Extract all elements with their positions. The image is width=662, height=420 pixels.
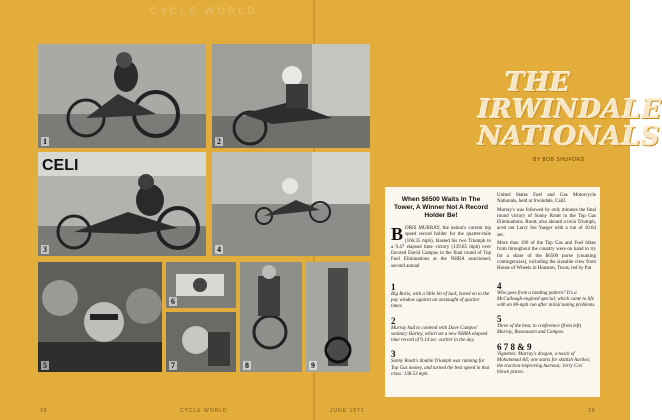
text-column-left bbox=[391, 196, 491, 383]
photo-number: 2 bbox=[217, 137, 221, 146]
photo-number: 7 bbox=[171, 361, 175, 370]
photo-6-engine-detail bbox=[166, 262, 236, 308]
text-column-right bbox=[497, 193, 596, 381]
photo-8-pit-crew bbox=[240, 262, 302, 372]
footer-magazine-name: CYCLE WORLD bbox=[180, 408, 228, 414]
caption-3: 3 Sonny Routt's double Triumph was running for Top Gas money, and turned the best speed in that class: 138.53 mph. bbox=[391, 349, 490, 377]
drop-cap: B bbox=[391, 224, 404, 244]
ghost-header: CYCLE WORLD bbox=[150, 6, 258, 17]
caption-5: 5 Three of the best, in conference (from left) Murray, Rasmussen and Campos. bbox=[497, 314, 582, 336]
photo-4-dragster-low bbox=[212, 152, 370, 256]
photo-number: 5 bbox=[43, 361, 47, 370]
photo-number: 4 bbox=[217, 245, 221, 254]
body-paragraph: United States Fuel and Gas Motorcycle Nationals, held at Irwindale, Calif. bbox=[497, 193, 596, 205]
photo-9-burnout bbox=[306, 262, 370, 372]
article-headline: When $6500 Waits In The Tower, A Winner Not A Record Holder Be! bbox=[393, 196, 489, 219]
page-number-left: 38 bbox=[40, 408, 48, 414]
caption-4: 4 Who goes from a landing pattern? It's a McCullough-engined special, which came to life with an 80-mph run after initial tuning problems. bbox=[497, 280, 596, 308]
photo-number: 9 bbox=[311, 361, 315, 370]
article-text-box bbox=[385, 187, 600, 397]
body-paragraph: Murray's was followed by only minutes the final round victory of Sonny Routt in the Top Gas Eliminations. Routt, also aboard a twin Triumph, aced out Larry Joe Yaeger with a run of 10.64 sec. bbox=[497, 207, 596, 238]
article-title: THE IRWINDALE NATIONALS bbox=[478, 68, 662, 152]
photo-3-bike-launch bbox=[38, 152, 206, 256]
body-paragraph: More than 100 of the Top Gas and Fuel bikes from throughout the country were on hand to try for a share of the $6500 purse (counting contingencies), including the sizeable crew from House of Wheels in Houston, Texas, led by Pat bbox=[497, 241, 596, 272]
caption-1: 1 Big Boris, with a little bit of luck, bored on to the pay window against an onslaught of quicker times. bbox=[391, 282, 490, 310]
photo-5-three-men bbox=[38, 262, 162, 372]
lead-paragraph: BORIS MURRAY, the nation's current top speed record holder for the quarter-mile (166.35 mph), blasted his two Triumph to a 9.47 elapsed time victory (139.85 mph) over favored David Campos in the final round of Top Fuel Eliminations at the NHRA sanctioned, second annual bbox=[391, 224, 491, 269]
photo-1-rider-wheelie bbox=[38, 44, 206, 148]
footer-date: JUNE 1971 bbox=[330, 408, 365, 414]
caption-2: 2 Murray had to contend with Dave Campos' sanitary Harley, which set a new NHRA elapsed time record of 9.14 sec. earlier in the day. bbox=[391, 315, 488, 344]
photo-number: 6 bbox=[171, 297, 175, 306]
photo-number: 8 bbox=[245, 361, 249, 370]
track-banner-text: CELI bbox=[42, 157, 79, 174]
photo-number: 3 bbox=[43, 245, 47, 254]
byline: BY BOB SHUFORD bbox=[533, 157, 585, 163]
caption-6-9: 6 7 8 & 9 Vignettes: Murray's dragon, a touch of Mohammad Ali; one starts for skittish Aurilex; the traction-improving burnout; Jerry Cox' blown piston. bbox=[497, 341, 591, 376]
photo-7-crew-closeup bbox=[166, 312, 236, 372]
photo-number: 1 bbox=[43, 137, 47, 146]
page-number-right: 39 bbox=[588, 408, 596, 414]
photo-2-rider-helmet bbox=[212, 44, 370, 148]
